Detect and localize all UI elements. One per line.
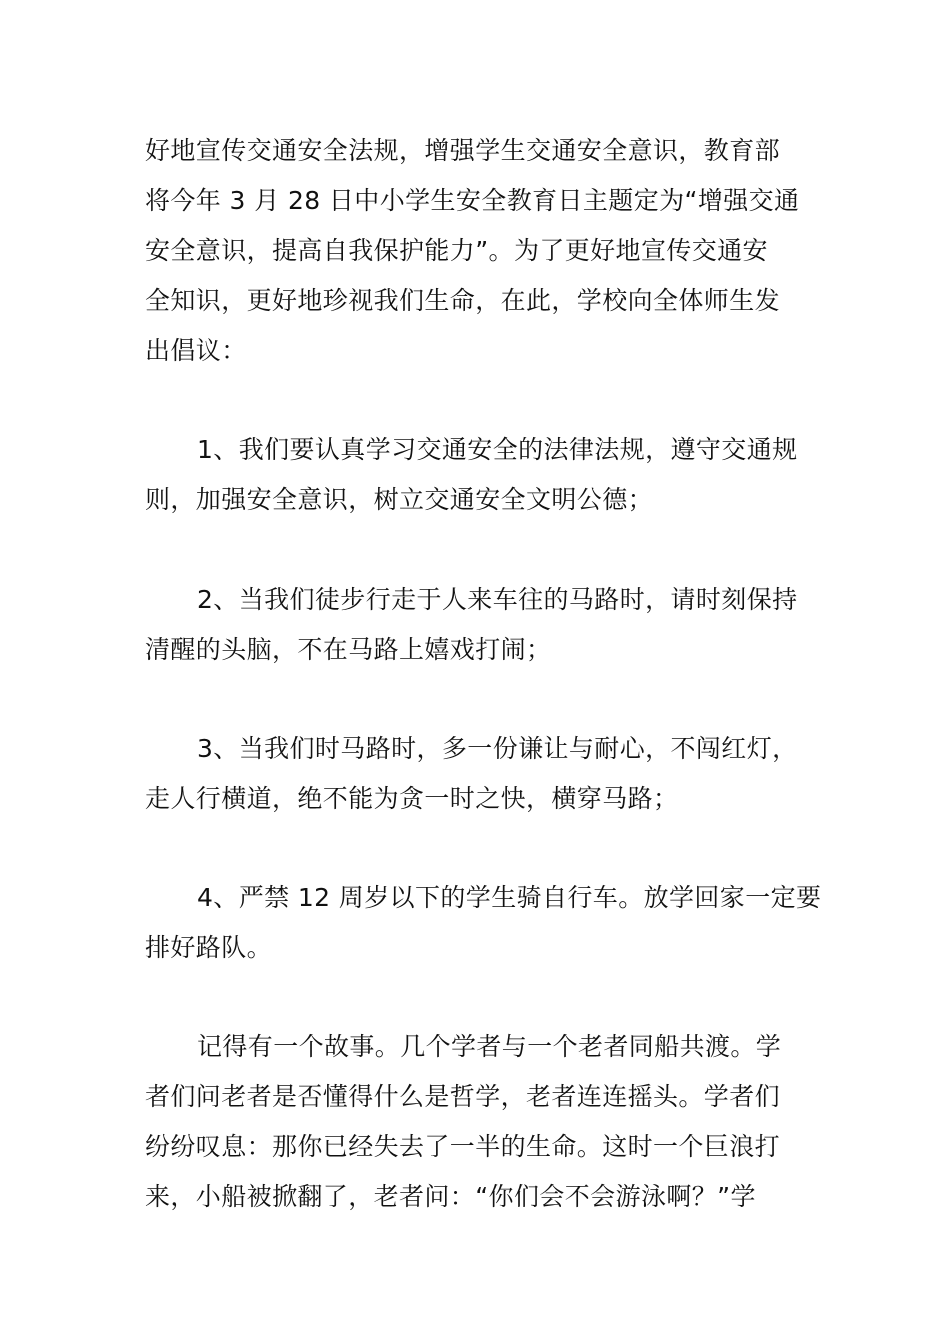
paragraph-item-2 [145, 575, 807, 675]
text-line: 安全意识，提高自我保护能力”。为了更好地宣传交通安 [145, 236, 768, 265]
text-line: 好地宣传交通安全法规，增强学生交通安全意识，教育部 [145, 136, 781, 165]
text-line: 者们问老者是否懂得什么是哲学，老者连连摇头。学者们 [145, 1082, 781, 1111]
paragraph-intro [145, 126, 807, 376]
text-line: 记得有一个故事。几个学者与一个老者同船共渡。学 [197, 1032, 782, 1061]
text-line: 4、严禁 12 周岁以下的学生骑自行车。放学回家一定要 [197, 883, 822, 912]
text-line: 全知识，更好地珍视我们生命，在此，学校向全体师生发 [145, 286, 781, 315]
text-line: 走人行横道，绝不能为贪一时之快，横穿马路； [145, 784, 679, 813]
paragraph-item-3 [145, 724, 807, 824]
paragraph-item-1 [145, 425, 807, 525]
text-line: 来，小船被掀翻了，老者问：“你们会不会游泳啊？”学 [145, 1182, 756, 1211]
text-line: 则，加强安全意识，树立交通安全文明公德； [145, 485, 654, 514]
text-line: 2、当我们徒步行走于人来车往的马路时，请时刻保持 [197, 585, 798, 614]
text-line: 将今年 3 月 28 日中小学生安全教育日主题定为“增强交通 [145, 186, 800, 215]
text-line: 1、我们要认真学习交通安全的法律法规，遵守交通规 [197, 435, 798, 464]
paragraph-item-4 [145, 873, 822, 973]
text-line: 3、当我们时马路时，多一份谦让与耐心，不闯红灯， [197, 734, 798, 763]
text-line: 纷纷叹息：那你已经失去了一半的生命。这时一个巨浪打 [145, 1132, 781, 1161]
paragraph-story [145, 1022, 807, 1222]
text-line: 清醒的头脑，不在马路上嬉戏打闹； [145, 635, 552, 664]
text-line: 出倡议： [145, 336, 247, 365]
text-line: 排好路队。 [145, 933, 273, 962]
